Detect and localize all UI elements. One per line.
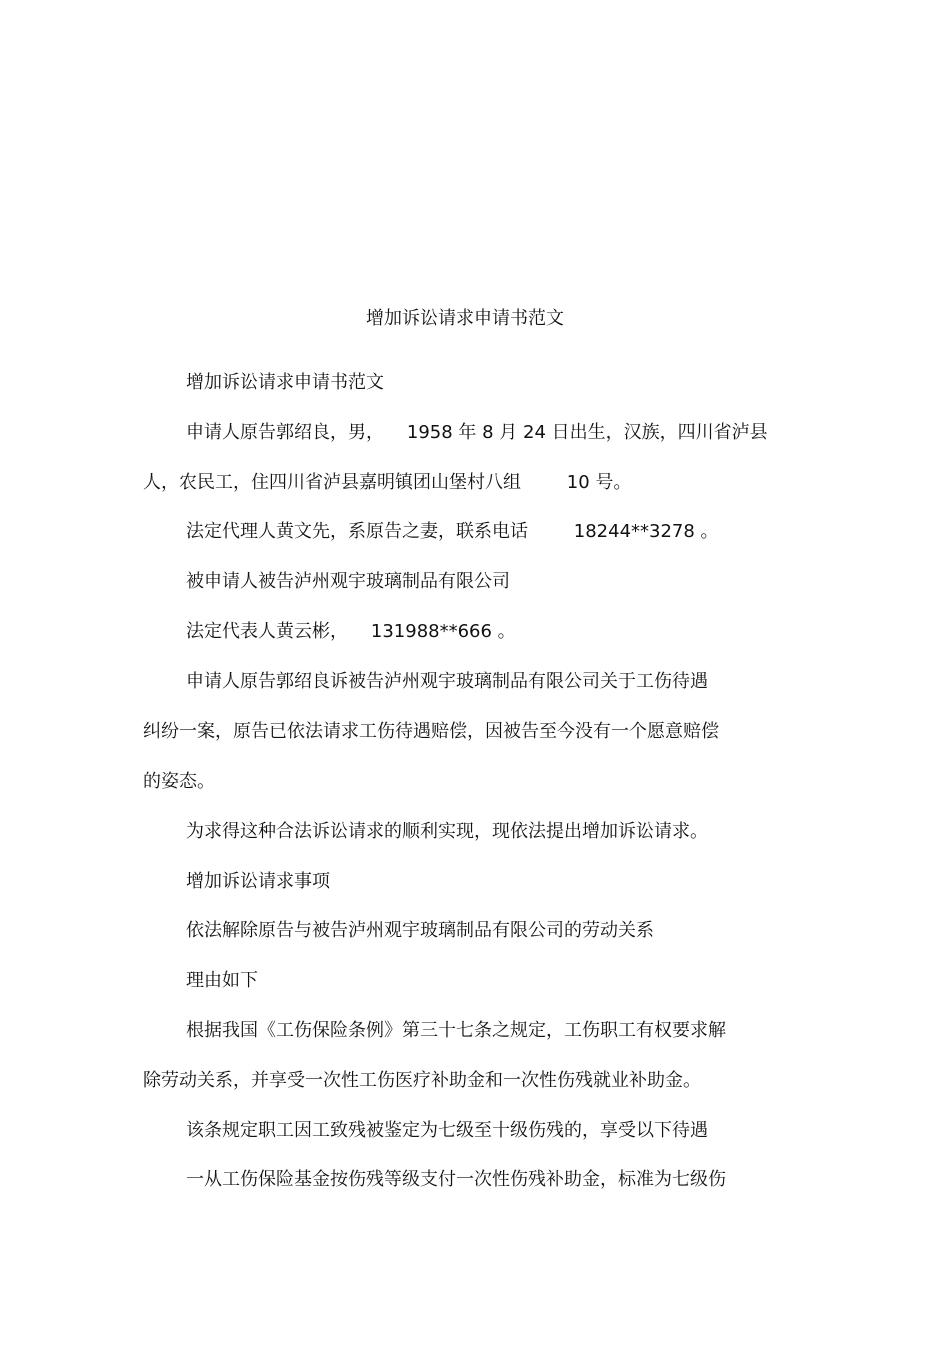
paragraph-line: 一从工伤保险基金按伤残等级支付一次性伤残补助金，标准为七级伤 <box>186 1169 726 1190</box>
paragraph-line: 理由如下 <box>186 970 258 991</box>
paragraph-line: 人，农民工，住四川省泸县嘉明镇团山堡村八组 10 号。 <box>143 472 632 493</box>
paragraph-line: 增加诉讼请求事项 <box>186 871 330 892</box>
paragraph-line: 纠纷一案，原告已依法请求工伤待遇赔偿，因被告至今没有一个愿意赔偿 <box>143 721 719 742</box>
paragraph-line: 该条规定职工因工致残被鉴定为七级至十级伤残的，享受以下待遇 <box>186 1120 708 1141</box>
paragraph-line: 被申请人被告泸州观宇玻璃制品有限公司 <box>186 571 510 592</box>
paragraph-line: 申请人原告郭绍良诉被告泸州观宇玻璃制品有限公司关于工伤待遇 <box>186 671 708 692</box>
paragraph-line: 法定代表人黄云彬， 131988**666 。 <box>186 621 516 642</box>
paragraph-line: 的姿态。 <box>143 771 215 792</box>
paragraph-line: 根据我国《工伤保险条例》第三十七条之规定，工伤职工有权要求解 <box>186 1020 726 1041</box>
document-title: 增加诉讼请求申请书范文 <box>366 308 564 329</box>
paragraph-line: 除劳动关系，并享受一次性工伤医疗补助金和一次性伤残就业补助金。 <box>143 1070 701 1091</box>
paragraph-line: 依法解除原告与被告泸州观宇玻璃制品有限公司的劳动关系 <box>186 920 654 941</box>
paragraph-line: 申请人原告郭绍良，男， 1958 年 8 月 24 日出生，汉族，四川省泸县 <box>186 422 768 443</box>
paragraph-line: 为求得这种合法诉讼请求的顺利实现，现依法提出增加诉讼请求。 <box>186 821 708 842</box>
paragraph-line: 法定代理人黄文先，系原告之妻，联系电话 18244**3278 。 <box>186 521 719 542</box>
paragraph-line: 增加诉讼请求申请书范文 <box>186 372 384 393</box>
